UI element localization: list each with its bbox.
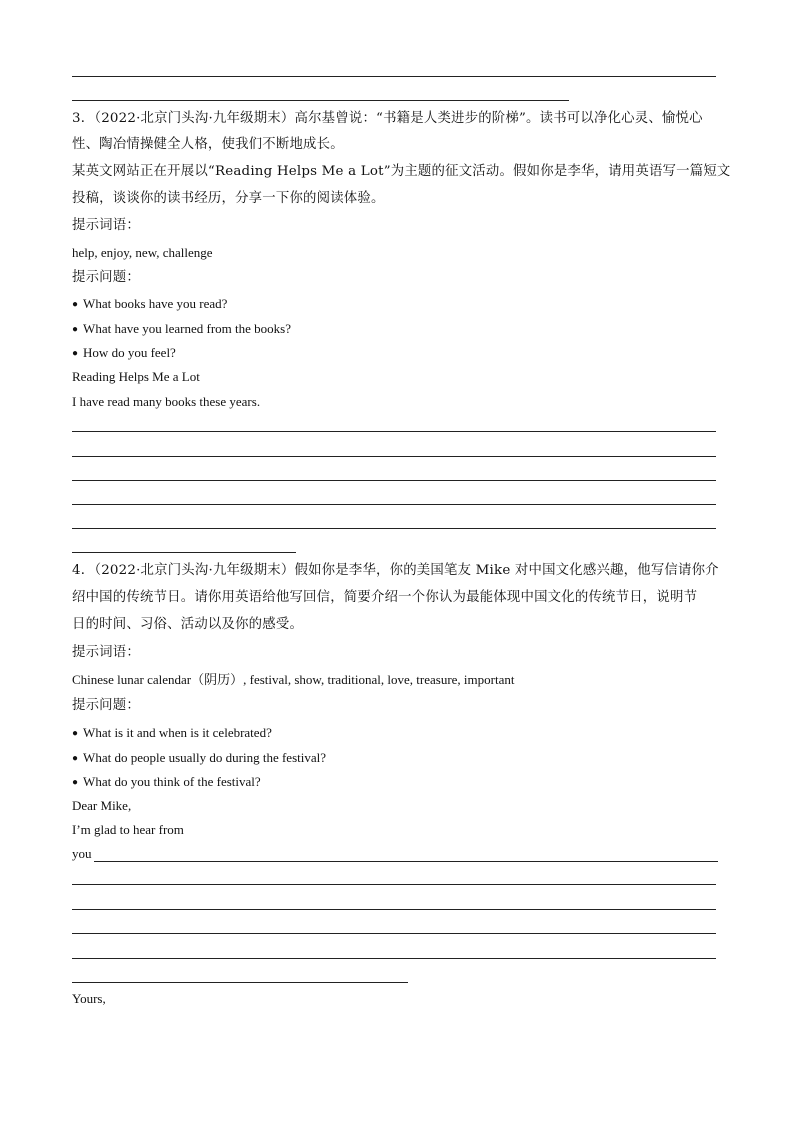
- q4-letter-closing: Yours,: [72, 991, 106, 1006]
- q3-hint-questions-label: 提示问题：: [72, 270, 140, 285]
- q4-hint-words: Chinese lunar calendar（阴历）, festival, show, traditional, love, treasure, important: [72, 672, 515, 687]
- answer-line: [72, 933, 716, 934]
- q4-letter-opening: I’m glad to hear from: [72, 822, 184, 837]
- answer-line: [72, 504, 716, 505]
- answer-line: [72, 480, 716, 481]
- answer-line: [72, 909, 716, 910]
- answer-line: [94, 861, 718, 862]
- q3-essay-opening: I have read many books these years.: [72, 394, 261, 409]
- q4-question-1: ● What is it and when is it celebrated?: [72, 724, 272, 744]
- q3-prompt-line-2: 性、陶冶情操健全人格，使我们不断地成长。: [72, 137, 344, 152]
- q4-prompt-line-3: 日的时间、习俗、活动以及你的感受。: [72, 617, 304, 632]
- answer-line: [72, 528, 716, 529]
- answer-line: [72, 552, 296, 553]
- q4-letter-opening-cont: you: [72, 846, 92, 861]
- answer-line: [72, 884, 716, 885]
- q3-hint-words-label: 提示词语：: [72, 218, 140, 233]
- q4-prompt-line-2: 绍中国的传统节日。请你用英语给他写回信，简要介绍一个你认为最能体现中国文化的传统节日，说明节: [72, 590, 698, 605]
- q3-prompt-line-3: 某英文网站正在开展以“Reading Helps Me a Lot”为主题的征文活动。假如你是李华，请用英语写一篇短文: [72, 164, 731, 179]
- q3-question-2: ● What have you learned from the books?: [72, 320, 291, 340]
- q3-essay-title: Reading Helps Me a Lot: [72, 369, 200, 384]
- answer-line: [72, 456, 716, 457]
- answer-line: [72, 958, 716, 959]
- q4-question-3: ● What do you think of the festival?: [72, 773, 261, 793]
- q3-prompt-line-1: 3．（2022·北京门头沟·九年级期末）高尔基曾说：“书籍是人类进步的阶梯”。读书可以净化心灵、愉悦心: [72, 111, 703, 126]
- q3-prompt-line-4: 投稿，谈谈你的读书经历，分享一下你的阅读体验。: [72, 191, 385, 206]
- q3-question-1: ● What books have you read?: [72, 295, 227, 315]
- q3-question-3: ● How do you feel?: [72, 344, 176, 364]
- q3-hint-words: help, enjoy, new, challenge: [72, 245, 213, 260]
- answer-line: [72, 76, 716, 77]
- q4-hint-questions-label: 提示问题：: [72, 698, 140, 713]
- answer-line: [72, 982, 408, 983]
- q4-hint-words-label: 提示词语：: [72, 645, 140, 660]
- q4-letter-greeting: Dear Mike,: [72, 798, 132, 813]
- q4-prompt-line-1: 4．（2022·北京门头沟·九年级期末）假如你是李华，你的美国笔友 Mike 对中国文化感兴趣，他写信请你介: [72, 563, 719, 578]
- answer-line: [72, 100, 569, 101]
- answer-line: [72, 431, 716, 432]
- q4-question-2: ● What do people usually do during the festival?: [72, 749, 326, 769]
